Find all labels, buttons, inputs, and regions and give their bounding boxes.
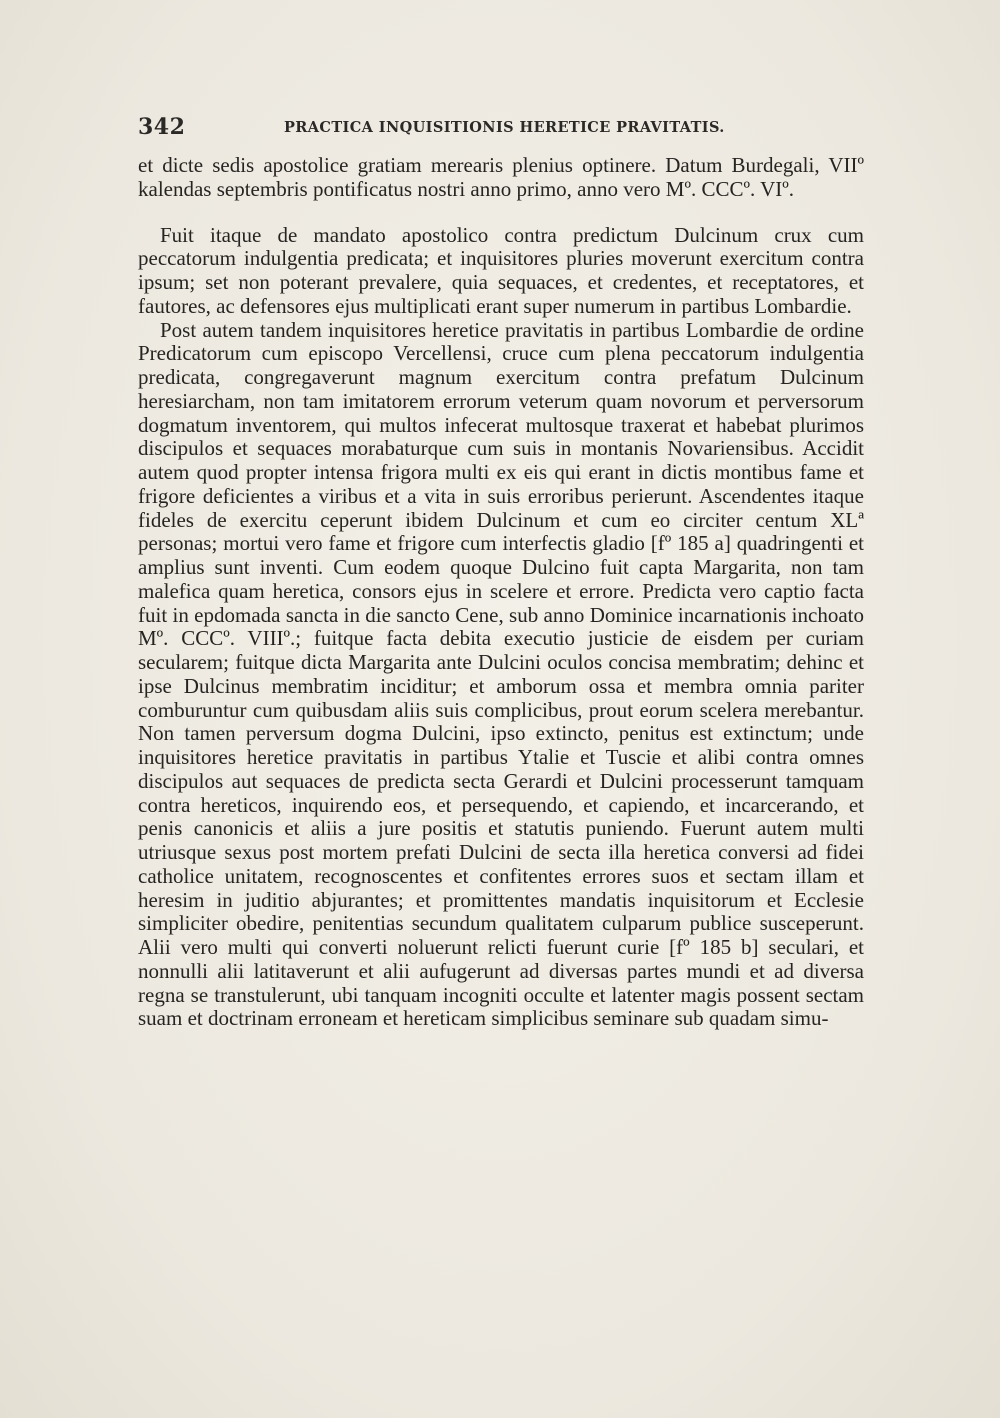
running-title: PRACTICA INQUISITIONIS HERETICE PRAVITATIS. bbox=[284, 119, 725, 136]
paragraph-crusade: Fuit itaque de mandato apostolico contra predictum Dulcinum crux cum peccatorum indulgentia predicata; et inquisitores pluries moverunt exercitum contra ipsum; set non poterant prevalere, quia sequaces, et credentes, et receptatores, et fautores, ac defensores ejus multiplicati erant super numerum in partibus Lombardie. bbox=[138, 222, 864, 318]
body-text bbox=[138, 154, 864, 1031]
paragraph-letter-closing: et dicte sedis apostolice gratiam merearis plenius optinere. Datum Burdegali, VIIº kalendas septembris pontificatus nostri anno primo, anno vero Mº. CCCº. VIº. bbox=[138, 153, 864, 201]
paragraph-capture-of-dulcinus: Post autem tandem inquisitores heretice pravitatis in partibus Lombardie de ordine Predicatorum cum episcopo Vercellensi, cruce cum plena peccatorum indulgentia predicata, congregaverunt magnum exercitum contra prefatum Dulcinum heresiarcham, non tam imitatorem errorum veterum quam novorum et perversorum dogmatum inventorem, qui multos infecerat multosque traxerat et habebat plurimos discipulos et sequaces morabaturque cum suis in montanis Novariensibus. Accidit autem quod propter intensa frigora multi ex eis qui erant in dictis montibus fame et frigore deficientes a viribus et a vita in suis erroribus perierunt. Ascendentes itaque fideles de exercitu ceperunt ibidem Dulcinum et cum eo circiter centum XLª personas; mortui vero fame et frigore cum interfectis gladio [fº 185 a] quadringenti et amplius sunt inventi. Cum eodem quoque Dulcino fuit capta Margarita, non tam malefica quam heretica, consors ejus in scelere et errore. Predicta vero captio facta fuit in epdomada sancta in die sancto Cene, sub anno Dominice incarnationis inchoato Mº. CCCº. VIIIº.; fuitque facta debita executio justicie de eisdem per curiam secularem; fuitque dicta Margarita ante Dulcini oculos concisa membratim; dehinc et ipse Dulcinus membratim inciditur; et amborum ossa et membra omnia pariter comburuntur cum quibusdam aliis suis complicibus, prout eorum scelera merebantur. Non tamen perversum dogma Dulcini, ipso extincto, penitus est extinctum; unde inquisitores heretice pravitatis in partibus Ytalie et Tuscie et alibi contra omnes discipulos aut sequaces de predicta secta Gerardi et Dulcini processerunt tamquam contra hereticos, inquirendo eos, et persequendo, et capiendo, et incarcerando, et penis canonicis et aliis a jure positis et statutis puniendo. Fuerunt autem multi utriusque sexus post mortem prefati Dulcini de secta illa heretica conversi ad fidei catholice unitatem, recognoscentes et confitentes errores suos et sectam illam et heresim in juditio abjurantes; et promittentes mandatis inquisitorum et Ecclesie simpliciter obedire, penitentias secundum qualitatem culparum publice susceperunt. Alii vero multi qui converti noluerunt relicti fuerunt curie [fº 185 b] seculari, et nonnulli alii latitaverunt et alii aufugerunt ad diversas partes mundi et ad diversa regna se transtulerunt, ubi tanquam incogniti occulte et latenter magis possent sectam suam et doctrinam erroneam et hereticam simplicibus seminare sub quadam simu- bbox=[138, 317, 864, 1031]
running-head bbox=[138, 114, 864, 144]
page-number: 342 bbox=[138, 114, 186, 140]
